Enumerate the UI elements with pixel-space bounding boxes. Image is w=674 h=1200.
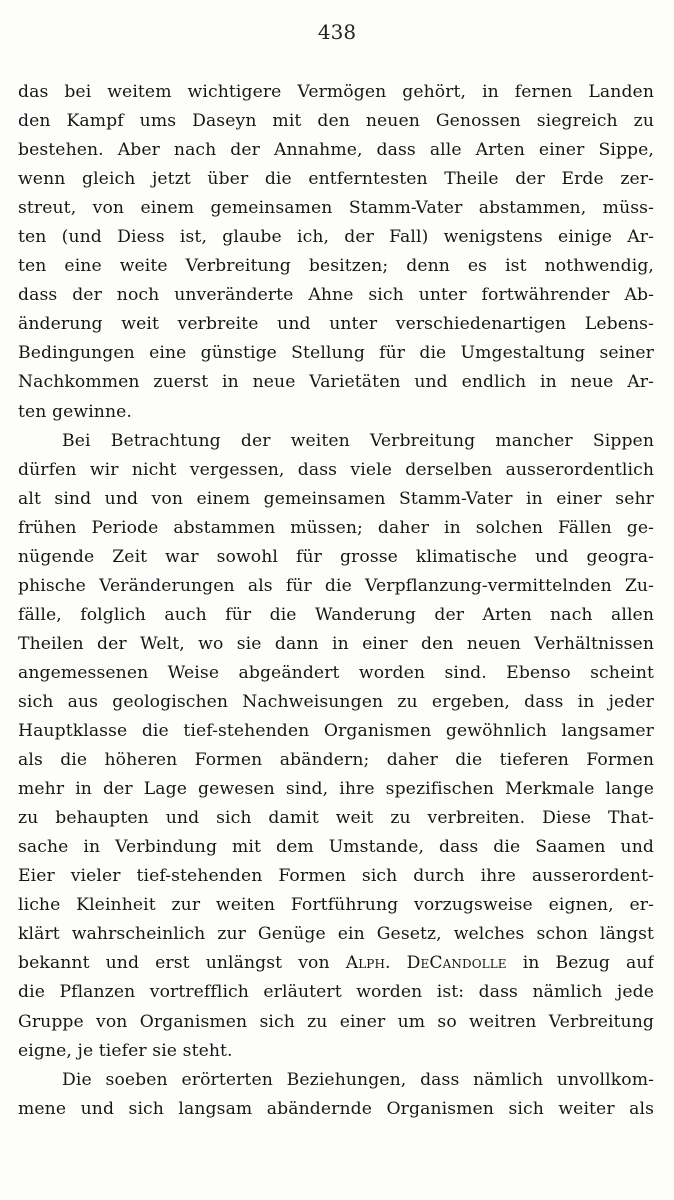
text-line: die Pflanzen vortrefflich erläutert worden ist: dass nämlich jede (18, 982, 654, 1003)
text-line: mene und sich langsam abändernde Organismen sich weiter als (18, 1098, 654, 1119)
text-line: liche Kleinheit zur weiten Fortführung vorzugsweise eignen, er- (18, 895, 654, 916)
text-line: änderung weit verbreite und unter verschiedenartigen Lebens- (18, 314, 654, 335)
text-segment: in Bezug auf (506, 953, 654, 974)
text-line: frühen Periode abstammen müssen; daher in solchen Fällen ge- (18, 517, 654, 538)
text-line: Theilen der Welt, wo sie dann in einer den neuen Verhältnissen (18, 633, 654, 654)
text-line: sache in Verbindung mit dem Umstande, dass die Saamen und (18, 837, 654, 858)
text-line: phische Veränderungen als für die Verpflanzung-vermittelnden Zu- (18, 575, 654, 596)
text-line: das bei weitem wichtigere Vermögen gehört, in fernen Landen (18, 82, 654, 102)
text-line: nügende Zeit war sowohl für grosse klimatische und geogra- (18, 546, 654, 567)
text-line: Eier vieler tief-stehenden Formen sich durch ihre ausserordent- (18, 866, 654, 887)
text-line: sich aus geologischen Nachweisungen zu ergeben, dass in jeder (18, 691, 654, 712)
text-line: fälle, folglich auch für die Wanderung der Arten nach allen (18, 604, 654, 625)
text-line: Gruppe von Organismen sich zu einer um so weitren Verbreitung (18, 1011, 654, 1032)
body-text (18, 78, 654, 1124)
text-line: Nachkommen zuerst in neue Varietäten und endlich in neue Ar- (18, 372, 654, 393)
text-line: eigne, je tiefer sie steht. (18, 1040, 233, 1061)
text-line: Hauptklasse die tief-stehenden Organismen gewöhnlich langsamer (18, 721, 654, 742)
text-segment: bekannt und erst unlängst von (18, 953, 346, 974)
author-name: Alph. DeCandolle (345, 953, 507, 974)
text-line: ten (und Diess ist, glaube ich, der Fall) wenigstens einige Ar- (18, 227, 654, 248)
text-line: alt sind und von einem gemeinsamen Stamm-Vater in einer sehr (18, 488, 654, 509)
text-line: streut, von einem gemeinsamen Stamm-Vater abstammen, müss- (18, 198, 654, 219)
text-line: zu behaupten und sich damit weit zu verbreiten. Diese That- (18, 808, 654, 829)
page-number: 438 (317, 20, 357, 44)
text-line: ten gewinne. (18, 401, 132, 422)
text-line (18, 949, 654, 978)
text-line: dürfen wir nicht vergessen, dass viele derselben ausserordentlich (18, 459, 654, 480)
text-line: als die höheren Formen abändern; daher die tieferen Formen (18, 750, 654, 771)
text-line: Die soeben erörterten Beziehungen, dass nämlich unvollkom- (62, 1069, 654, 1090)
text-line: wenn gleich jetzt über die entferntesten Theile der Erde zer- (18, 169, 654, 190)
text-line: den Kampf ums Daseyn mit den neuen Genossen siegreich zu (18, 111, 654, 132)
text-line: klärt wahrscheinlich zur Genüge ein Gesetz, welches schon längst (18, 924, 654, 945)
text-line: angemessenen Weise abgeändert worden sind. Ebenso scheint (18, 662, 654, 683)
text-line: bestehen. Aber nach der Annahme, dass alle Arten einer Sippe, (18, 140, 654, 161)
text-line: mehr in der Lage gewesen sind, ihre spezifischen Merkmale lange (18, 779, 654, 800)
text-line: Bei Betrachtung der weiten Verbreitung mancher Sippen (62, 430, 654, 451)
text-line: ten eine weite Verbreitung besitzen; denn es ist nothwendig, (18, 256, 654, 277)
text-line: dass der noch unveränderte Ahne sich unter fortwährender Ab- (18, 285, 654, 306)
text-line: Bedingungen eine günstige Stellung für die Umgestaltung seiner (18, 343, 654, 364)
